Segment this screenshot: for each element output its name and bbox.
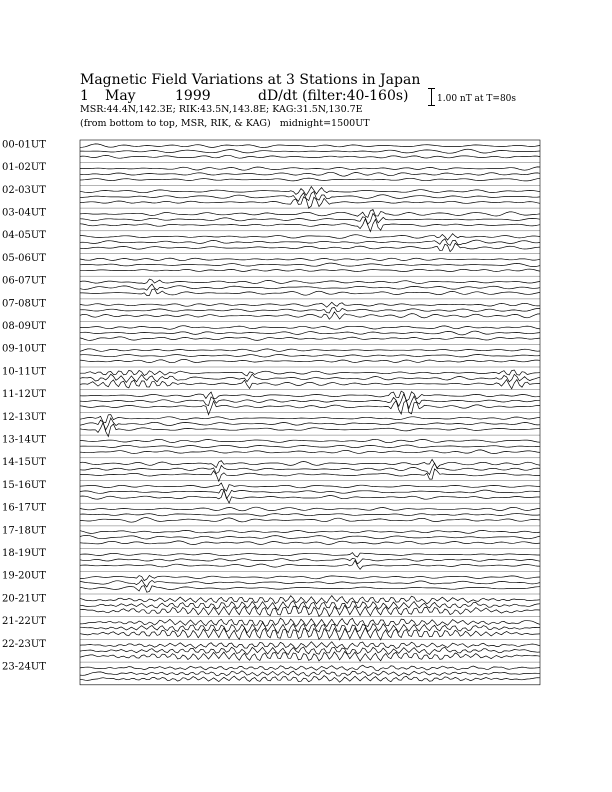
trace-rik <box>80 331 540 335</box>
trace-kag <box>80 269 540 272</box>
row-label: 15-16UT <box>2 479 46 491</box>
midnight-note: midnight=1500UT <box>279 118 370 129</box>
trace-kag <box>80 359 540 362</box>
trace-kag <box>80 561 540 570</box>
trace-msr <box>80 596 540 604</box>
row-label: 11-12UT <box>2 389 46 401</box>
trace-rik <box>80 514 540 516</box>
trace-rik <box>80 622 540 633</box>
trace-rik <box>80 172 540 176</box>
trace-msr <box>80 302 540 307</box>
trace-msr <box>80 326 540 330</box>
row-label: 09-10UT <box>2 343 46 355</box>
trace-rik <box>80 647 540 655</box>
row-label: 19-20UT <box>2 570 46 582</box>
trace-msr <box>80 415 540 423</box>
trace-kag <box>80 197 540 209</box>
row-label: 04-05UT <box>2 230 46 242</box>
trace-rik <box>80 307 540 313</box>
trace-kag <box>80 541 540 545</box>
trace-msr <box>80 530 540 533</box>
row-label: 08-09UT <box>2 320 46 332</box>
trace-msr <box>80 665 540 671</box>
trace-msr <box>80 391 540 401</box>
row-label: 13-14UT <box>2 434 46 446</box>
trace-msr <box>80 439 540 442</box>
trace-msr <box>80 642 540 650</box>
trace-rik <box>80 535 540 539</box>
trace-rik <box>80 374 540 382</box>
trace-msr <box>80 459 540 468</box>
trace-kag <box>80 490 540 503</box>
trace-rik <box>80 355 540 358</box>
row-label: 01-02UT <box>2 162 46 174</box>
filter-label: (filter:40-160s) <box>302 88 409 104</box>
trace-kag <box>80 676 540 683</box>
date-day: 1 <box>80 88 89 104</box>
trace-kag <box>80 155 540 158</box>
trace-kag <box>80 518 540 523</box>
row-label: 03-04UT <box>2 207 46 219</box>
scale-label: 1.00 nT at T=80s <box>437 94 517 104</box>
row-label: 20-21UT <box>2 593 46 605</box>
trace-rik <box>80 239 540 246</box>
trace-rik <box>80 192 540 202</box>
trace-kag <box>80 178 540 181</box>
trace-rik <box>80 580 540 587</box>
trace-kag <box>80 380 540 389</box>
trace-rik <box>80 149 540 153</box>
row-label: 22-23UT <box>2 638 46 650</box>
trace-rik <box>80 445 540 448</box>
trace-msr <box>80 370 540 376</box>
row-label: 18-19UT <box>2 547 46 559</box>
trace-rik <box>80 489 540 498</box>
trace-kag <box>80 469 540 481</box>
row-label: 16-17UT <box>2 502 46 514</box>
row-label: 02-03UT <box>2 184 46 196</box>
trace-kag <box>80 605 540 616</box>
trace-msr <box>80 483 540 491</box>
order-note: (from bottom to top, MSR, RIK, & KAG) <box>80 118 271 129</box>
trace-kag <box>80 652 540 662</box>
trace-msr <box>80 507 540 511</box>
trace-kag <box>80 450 540 454</box>
trace-msr <box>80 210 540 218</box>
row-label: 17-18UT <box>2 525 46 537</box>
trace-msr <box>80 234 540 241</box>
row-label: 23-24UT <box>2 661 46 673</box>
trace-kag <box>80 243 540 251</box>
row-label: 00-01UT <box>2 139 46 151</box>
trace-kag <box>80 312 540 319</box>
trace-kag <box>80 337 540 341</box>
trace-rik <box>80 601 540 611</box>
trace-msr <box>80 349 540 352</box>
trace-msr <box>80 576 540 581</box>
trace-msr <box>80 553 540 557</box>
trace-msr <box>80 618 540 626</box>
trace-msr <box>80 144 540 148</box>
row-label: 21-22UT <box>2 616 46 628</box>
row-label: 12-13UT <box>2 411 46 423</box>
trace-msr <box>80 258 540 261</box>
trace-rik <box>80 558 540 564</box>
row-label: 10-11UT <box>2 366 46 378</box>
quantity-label: dD/dt <box>258 88 298 104</box>
trace-msr <box>80 187 540 196</box>
date-year: 1999 <box>175 88 211 104</box>
trace-msr <box>80 167 540 170</box>
trace-kag <box>80 289 540 296</box>
row-label: 05-06UT <box>2 252 46 264</box>
date-month: May <box>105 88 136 104</box>
row-label: 06-07UT <box>2 275 46 287</box>
row-label: 14-15UT <box>2 457 46 469</box>
trace-rik <box>80 263 540 267</box>
row-label: 07-08UT <box>2 298 46 310</box>
chart-title: Magnetic Field Variations at 3 Stations in Japan <box>80 72 421 88</box>
trace-kag <box>80 219 540 232</box>
trace-msr <box>80 279 540 284</box>
trace-rik <box>80 284 540 290</box>
trace-kag <box>80 586 540 593</box>
trace-rik <box>80 671 540 677</box>
station-coordinates: MSR:44.4N,142.3E; RIK:43.5N,143.8E; KAG:31.5N,130.7E <box>80 104 363 115</box>
